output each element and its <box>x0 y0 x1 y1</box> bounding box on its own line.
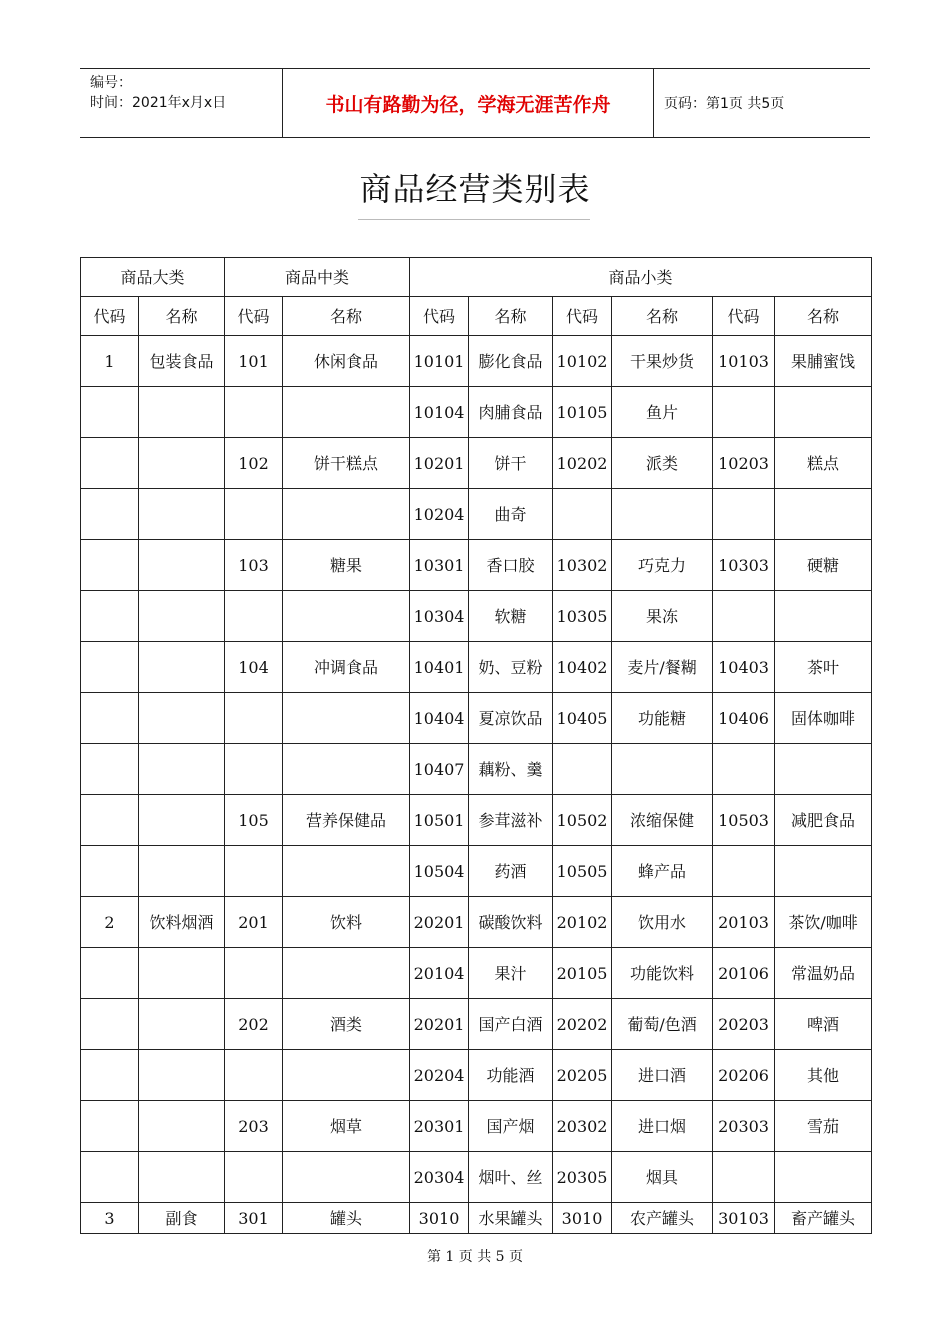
table-cell: 10302 <box>553 540 612 591</box>
table-cell: 202 <box>225 999 283 1050</box>
column-header: 名称 <box>775 297 872 336</box>
table-cell <box>713 591 775 642</box>
table-cell: 20201 <box>410 999 469 1050</box>
table-cell <box>283 744 410 795</box>
table-cell <box>283 489 410 540</box>
table-cell <box>283 846 410 897</box>
table-cell: 雪茄 <box>775 1101 872 1152</box>
table-cell: 10502 <box>553 795 612 846</box>
table-cell <box>225 693 283 744</box>
table-cell <box>225 1050 283 1101</box>
table-cell <box>612 489 713 540</box>
table-cell <box>139 591 225 642</box>
table-cell: 葡萄/色酒 <box>612 999 713 1050</box>
table-cell: 20204 <box>410 1050 469 1101</box>
table-cell <box>81 387 139 438</box>
table-cell: 10406 <box>713 693 775 744</box>
table-cell: 20105 <box>553 948 612 999</box>
header-motto: 书山有路勤为径，学海无涯苦作舟 <box>282 69 654 137</box>
table-cell: 10105 <box>553 387 612 438</box>
table-row <box>81 642 872 693</box>
table-cell: 奶、豆粉 <box>469 642 553 693</box>
table-cell: 进口烟 <box>612 1101 713 1152</box>
table-cell: 10407 <box>410 744 469 795</box>
table-cell <box>553 489 612 540</box>
table-cell: 10201 <box>410 438 469 489</box>
table-cell <box>713 387 775 438</box>
header-sub-category: 商品小类 <box>410 258 872 297</box>
table-cell: 茶叶 <box>775 642 872 693</box>
table-cell: 20302 <box>553 1101 612 1152</box>
table-cell: 碳酸饮料 <box>469 897 553 948</box>
column-header: 名称 <box>283 297 410 336</box>
table-cell <box>225 489 283 540</box>
table-cell <box>81 642 139 693</box>
table-cell: 饮料烟酒 <box>139 897 225 948</box>
table-cell <box>553 744 612 795</box>
page-footer: 第 1 页 共 5 页 <box>426 1249 524 1265</box>
category-table <box>80 257 872 1234</box>
table-cell: 10504 <box>410 846 469 897</box>
column-header: 代码 <box>81 297 139 336</box>
table-row <box>81 693 872 744</box>
table-row <box>81 744 872 795</box>
table-cell: 10501 <box>410 795 469 846</box>
table-cell: 20206 <box>713 1050 775 1101</box>
table-cell <box>283 948 410 999</box>
table-cell: 功能糖 <box>612 693 713 744</box>
table-cell: 农产罐头 <box>612 1203 713 1234</box>
group-header-row <box>81 258 872 297</box>
table-cell: 曲奇 <box>469 489 553 540</box>
table-row <box>81 1203 872 1234</box>
table-cell: 其他 <box>775 1050 872 1101</box>
table-cell: 10204 <box>410 489 469 540</box>
table-cell: 进口酒 <box>612 1050 713 1101</box>
table-cell <box>81 948 139 999</box>
table-cell: 201 <box>225 897 283 948</box>
table-row <box>81 897 872 948</box>
table-cell <box>81 1050 139 1101</box>
table-cell: 饮用水 <box>612 897 713 948</box>
table-cell <box>139 693 225 744</box>
table-cell <box>81 999 139 1050</box>
table-cell: 固体咖啡 <box>775 693 872 744</box>
table-cell: 功能酒 <box>469 1050 553 1101</box>
table-cell <box>713 744 775 795</box>
column-header: 代码 <box>713 297 775 336</box>
table-cell <box>81 540 139 591</box>
table-cell: 20102 <box>553 897 612 948</box>
table-cell <box>139 1152 225 1203</box>
table-cell: 20304 <box>410 1152 469 1203</box>
table-cell: 20305 <box>553 1152 612 1203</box>
table-cell: 102 <box>225 438 283 489</box>
table-cell <box>81 744 139 795</box>
table-cell: 浓缩保健 <box>612 795 713 846</box>
table-cell <box>283 693 410 744</box>
table-cell <box>225 387 283 438</box>
column-header: 名称 <box>612 297 713 336</box>
table-cell <box>139 387 225 438</box>
table-cell <box>225 846 283 897</box>
table-cell: 罐头 <box>283 1203 410 1234</box>
table-cell: 烟具 <box>612 1152 713 1203</box>
table-cell <box>775 591 872 642</box>
table-cell <box>139 744 225 795</box>
table-cell: 1 <box>81 336 139 387</box>
table-cell <box>81 795 139 846</box>
table-cell: 10203 <box>713 438 775 489</box>
table-cell: 减肥食品 <box>775 795 872 846</box>
table-cell: 10104 <box>410 387 469 438</box>
table-cell: 畜产罐头 <box>775 1203 872 1234</box>
table-cell: 茶饮/咖啡 <box>775 897 872 948</box>
table-cell <box>81 1152 139 1203</box>
table-cell <box>713 846 775 897</box>
table-cell: 10101 <box>410 336 469 387</box>
table-cell: 20103 <box>713 897 775 948</box>
table-cell <box>139 642 225 693</box>
table-row <box>81 1152 872 1203</box>
table-cell: 104 <box>225 642 283 693</box>
table-cell <box>139 540 225 591</box>
table-cell: 国产白酒 <box>469 999 553 1050</box>
table-cell: 101 <box>225 336 283 387</box>
table-cell: 10305 <box>553 591 612 642</box>
table-cell <box>139 999 225 1050</box>
table-cell: 饮料 <box>283 897 410 948</box>
table-cell <box>283 387 410 438</box>
table-cell: 国产烟 <box>469 1101 553 1152</box>
table-cell: 10102 <box>553 336 612 387</box>
table-cell: 副食 <box>139 1203 225 1234</box>
table-cell: 10505 <box>553 846 612 897</box>
table-cell: 蜂产品 <box>612 846 713 897</box>
column-header: 名称 <box>139 297 225 336</box>
table-cell <box>225 744 283 795</box>
table-cell <box>775 846 872 897</box>
title-underline <box>358 219 590 220</box>
table-cell: 功能饮料 <box>612 948 713 999</box>
table-cell <box>225 948 283 999</box>
table-cell: 糕点 <box>775 438 872 489</box>
header-major-category: 商品大类 <box>81 258 225 297</box>
table-cell: 麦片/餐糊 <box>612 642 713 693</box>
table-cell: 10301 <box>410 540 469 591</box>
table-cell: 3010 <box>553 1203 612 1234</box>
table-cell: 10402 <box>553 642 612 693</box>
table-cell: 20203 <box>713 999 775 1050</box>
table-row <box>81 999 872 1050</box>
table-cell: 派类 <box>612 438 713 489</box>
table-cell: 10303 <box>713 540 775 591</box>
table-cell <box>81 489 139 540</box>
table-cell <box>713 489 775 540</box>
table-cell <box>775 387 872 438</box>
table-cell: 硬糖 <box>775 540 872 591</box>
table-cell <box>139 438 225 489</box>
table-cell <box>225 1152 283 1203</box>
table-cell: 2 <box>81 897 139 948</box>
table-cell <box>283 1152 410 1203</box>
column-header: 代码 <box>225 297 283 336</box>
table-cell: 10403 <box>713 642 775 693</box>
table-cell: 10304 <box>410 591 469 642</box>
table-row <box>81 846 872 897</box>
table-cell: 鱼片 <box>612 387 713 438</box>
table-row <box>81 1101 872 1152</box>
table-cell: 10503 <box>713 795 775 846</box>
sub-header-row <box>81 297 872 336</box>
table-cell: 果脯蜜饯 <box>775 336 872 387</box>
table-row <box>81 591 872 642</box>
table-cell: 饼干糕点 <box>283 438 410 489</box>
table-cell: 果汁 <box>469 948 553 999</box>
table-cell: 干果炒货 <box>612 336 713 387</box>
table-cell <box>775 744 872 795</box>
document-title: 商品经营类别表 <box>359 170 591 208</box>
column-header: 名称 <box>469 297 553 336</box>
table-cell <box>81 693 139 744</box>
table-cell: 105 <box>225 795 283 846</box>
table-cell <box>775 489 872 540</box>
table-cell <box>139 846 225 897</box>
table-cell: 20106 <box>713 948 775 999</box>
page-header <box>80 68 870 138</box>
table-cell: 30103 <box>713 1203 775 1234</box>
table-cell: 20104 <box>410 948 469 999</box>
table-cell: 20202 <box>553 999 612 1050</box>
table-cell: 糖果 <box>283 540 410 591</box>
table-cell: 香口胶 <box>469 540 553 591</box>
table-cell <box>139 795 225 846</box>
table-cell: 巧克力 <box>612 540 713 591</box>
table-cell: 10404 <box>410 693 469 744</box>
table-cell <box>612 744 713 795</box>
column-header: 代码 <box>410 297 469 336</box>
table-cell <box>139 1050 225 1101</box>
header-mid-category: 商品中类 <box>225 258 410 297</box>
header-meta <box>80 69 282 137</box>
table-cell: 水果罐头 <box>469 1203 553 1234</box>
table-cell: 10405 <box>553 693 612 744</box>
table-cell: 酒类 <box>283 999 410 1050</box>
table-cell <box>81 591 139 642</box>
table-cell <box>225 591 283 642</box>
table-row <box>81 948 872 999</box>
table-cell: 参茸滋补 <box>469 795 553 846</box>
document-number-label: 编号： <box>90 75 132 91</box>
table-cell <box>139 948 225 999</box>
table-cell: 软糖 <box>469 591 553 642</box>
table-cell <box>81 438 139 489</box>
table-cell: 103 <box>225 540 283 591</box>
table-cell: 10401 <box>410 642 469 693</box>
table-cell: 夏凉饮品 <box>469 693 553 744</box>
table-cell: 20201 <box>410 897 469 948</box>
table-cell <box>283 591 410 642</box>
table-cell: 膨化食品 <box>469 336 553 387</box>
table-cell: 烟草 <box>283 1101 410 1152</box>
table-cell: 饼干 <box>469 438 553 489</box>
table-row <box>81 387 872 438</box>
table-row <box>81 540 872 591</box>
table-cell: 啤酒 <box>775 999 872 1050</box>
table-cell: 果冻 <box>612 591 713 642</box>
table-cell: 藕粉、羹 <box>469 744 553 795</box>
table-row <box>81 795 872 846</box>
table-cell: 营养保健品 <box>283 795 410 846</box>
table-cell: 常温奶品 <box>775 948 872 999</box>
document-time-label: 时间：2021年x月x日 <box>90 95 227 111</box>
table-cell <box>81 846 139 897</box>
table-cell: 203 <box>225 1101 283 1152</box>
column-header: 代码 <box>553 297 612 336</box>
table-cell: 301 <box>225 1203 283 1234</box>
table-row <box>81 336 872 387</box>
table-cell: 20303 <box>713 1101 775 1152</box>
table-cell: 3010 <box>410 1203 469 1234</box>
table-cell: 20301 <box>410 1101 469 1152</box>
table-cell: 10202 <box>553 438 612 489</box>
table-cell <box>81 1101 139 1152</box>
header-page-info: 页码：第1页 共5页 <box>664 96 785 112</box>
table-cell: 药酒 <box>469 846 553 897</box>
table-cell <box>713 1152 775 1203</box>
table-cell: 肉脯食品 <box>469 387 553 438</box>
table-cell <box>139 1101 225 1152</box>
table-cell: 包装食品 <box>139 336 225 387</box>
table-row <box>81 489 872 540</box>
table-cell: 10103 <box>713 336 775 387</box>
table-cell <box>283 1050 410 1101</box>
table-cell <box>139 489 225 540</box>
table-cell <box>775 1152 872 1203</box>
table-row <box>81 1050 872 1101</box>
table-cell: 20205 <box>553 1050 612 1101</box>
table-row <box>81 438 872 489</box>
table-cell: 烟叶、丝 <box>469 1152 553 1203</box>
table-cell: 3 <box>81 1203 139 1234</box>
table-cell: 冲调食品 <box>283 642 410 693</box>
table-cell: 休闲食品 <box>283 336 410 387</box>
